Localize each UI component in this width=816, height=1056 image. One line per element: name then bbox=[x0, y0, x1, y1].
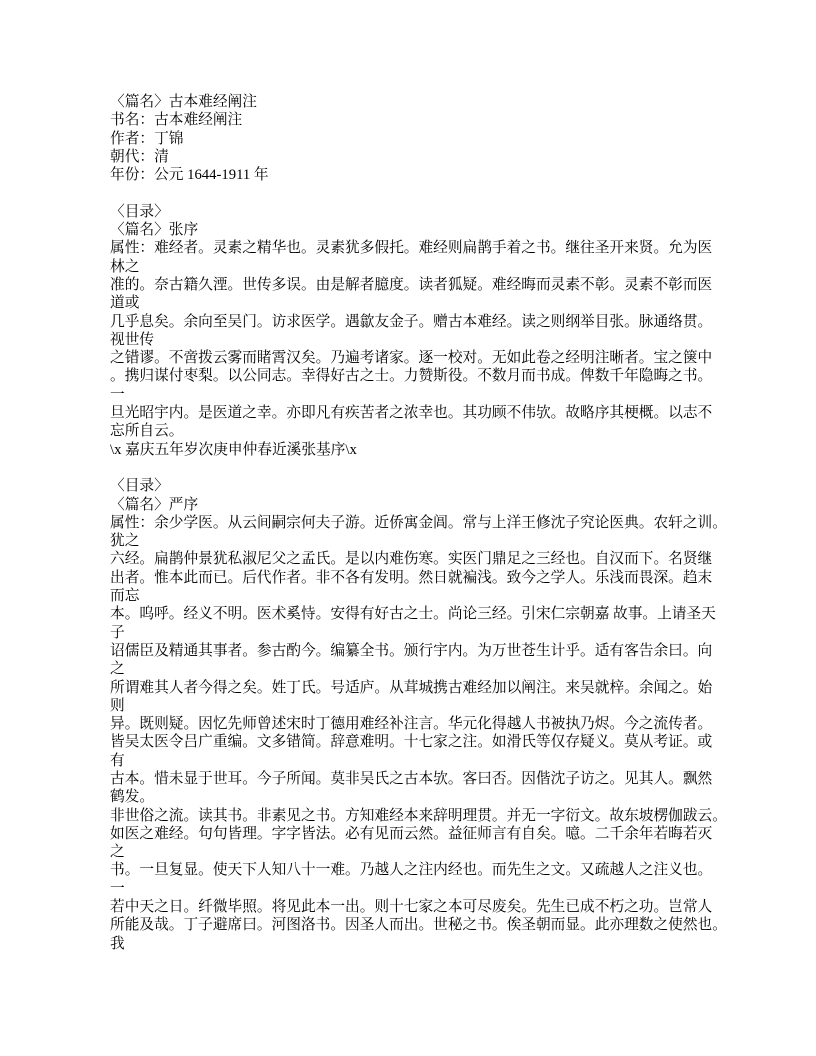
text-line: 则 bbox=[110, 697, 125, 714]
text-line: 作者：丁锦 bbox=[110, 130, 184, 147]
text-line: 所能及哉。丁子避席曰。河图洛书。因圣人而出。世秘之书。俟圣朝而显。此亦理数之使然也。 bbox=[110, 917, 727, 934]
text-line: 〈目录〉 bbox=[110, 203, 169, 220]
text-line: 林之 bbox=[110, 258, 140, 275]
text-line: 〈篇名〉张序 bbox=[110, 222, 199, 239]
text-line: 一 bbox=[110, 880, 125, 897]
text-line: 诏儒臣及精通其事者。参古酌今。编纂全书。颁行宇内。为万世苍生计乎。适有客告余曰。向 bbox=[110, 642, 713, 659]
text-line: \x 嘉庆五年岁次庚申仲春近溪张基序\x bbox=[110, 441, 357, 458]
document-text bbox=[110, 93, 776, 953]
text-line: 古本。惜未显于世耳。今子所闻。莫非吴氏之古本欤。客曰否。因偕沈子访之。见其人。飘然 bbox=[110, 770, 713, 787]
text-line: 我 bbox=[110, 935, 125, 952]
text-line: 书名：古本难经阐注 bbox=[110, 112, 243, 129]
text-line: 而忘 bbox=[110, 588, 140, 605]
text-line: 道或 bbox=[110, 295, 140, 312]
text-line: 如医之难经。句句皆理。字字皆法。必有见而云然。益征师言有自矣。噫。二千余年若晦若灭 bbox=[110, 825, 713, 842]
text-line: 皆吴太医令吕广重编。文多错简。辞意难明。十七家之注。如滑氏等仅存疑义。莫从考证。或 bbox=[110, 734, 713, 751]
text-line: 六经。扁鹊仲景犹私淑尼父之孟氏。是以内难伤寒。实医门鼎足之三经也。自汉而下。名贤继 bbox=[110, 551, 713, 568]
text-line: 犹之 bbox=[110, 533, 140, 550]
text-line bbox=[110, 459, 776, 477]
text-line: 所谓难其人者今得之矣。姓丁氏。号适庐。从茸城携古难经加以阐注。来吴就梓。余闻之。始 bbox=[110, 679, 713, 696]
text-line: 视世传 bbox=[110, 331, 155, 348]
text-line: 之 bbox=[110, 844, 125, 861]
text-line: 几乎息矣。余向至吴门。访求医学。遇歙友金子。赠古本难经。读之则纲举目张。脉通络贯。 bbox=[110, 313, 713, 330]
text-line: 书。一旦复显。使天下人知八十一难。乃越人之注内经也。而先生之文。又疏越人之注义也。 bbox=[110, 862, 713, 879]
text-line: 。携归谋付枣梨。以公同志。幸得好古之士。力赞斯役。不数月而书成。俾数千年隐晦之书。 bbox=[110, 368, 713, 385]
text-line: 朝代：清 bbox=[110, 148, 169, 165]
text-line: 有 bbox=[110, 752, 125, 769]
text-line: 准的。奈古籍久湮。世传多误。由是解者臆度。读者狐疑。难经晦而灵素不彰。灵素不彰而医 bbox=[110, 276, 713, 293]
text-line bbox=[110, 184, 776, 202]
text-line: 子 bbox=[110, 624, 125, 641]
text-line: 非世俗之流。读其书。非素见之书。方知难经本来辞明理贯。并无一字衍文。故东坡楞伽跋云。 bbox=[110, 807, 727, 824]
text-line: 〈目录〉 bbox=[110, 478, 169, 495]
text-line: 异。既则疑。因忆先师曾述宋时丁德用难经补注言。华元化得越人书被执乃烬。今之流传者。 bbox=[110, 716, 713, 733]
text-line: 之错谬。不啻拨云雾而睹霄汉矣。乃遍考诸家。逐一校对。无如此卷之经明注晰者。宝之箧中 bbox=[110, 350, 713, 367]
text-line: 属性：难经者。灵素之精华也。灵素犹多假托。难经则扁鹊手着之书。继往圣开来贤。允为医 bbox=[110, 240, 713, 257]
text-line: 〈篇名〉古本难经阐注 bbox=[110, 94, 257, 110]
text-line: 属性：余少学医。从云间嗣宗何夫子游。近侨寓金阊。常与上洋王修沈子究论医典。农轩之训。 bbox=[110, 514, 727, 531]
text-line: 年份：公元 1644-1911 年 bbox=[110, 167, 269, 184]
text-line: 鹤发。 bbox=[110, 789, 155, 806]
text-line: 出者。惟本此而已。后代作者。非不各有发明。然日就褊浅。致今之学人。乐浅而畏深。趋末 bbox=[110, 569, 713, 586]
text-line: 若中天之日。纤微毕照。将见此本一出。则十七家之本可尽废矣。先生已成不朽之功。岂常人 bbox=[110, 899, 713, 916]
text-line: 〈篇名〉严序 bbox=[110, 496, 199, 513]
text-line: 旦光昭宇内。是医道之幸。亦即凡有疾苦者之浓幸也。其功顾不伟欤。故略序其梗概。以志不 bbox=[110, 405, 713, 422]
text-line: 忘所自云。 bbox=[110, 423, 184, 440]
text-line: 一 bbox=[110, 386, 125, 403]
text-line: 之 bbox=[110, 661, 125, 678]
text-line: 本。呜呼。经义不明。医术奚恃。安得有好古之士。尚论三经。引宋仁宗朝嘉 故事。上请圣天 bbox=[110, 606, 716, 623]
